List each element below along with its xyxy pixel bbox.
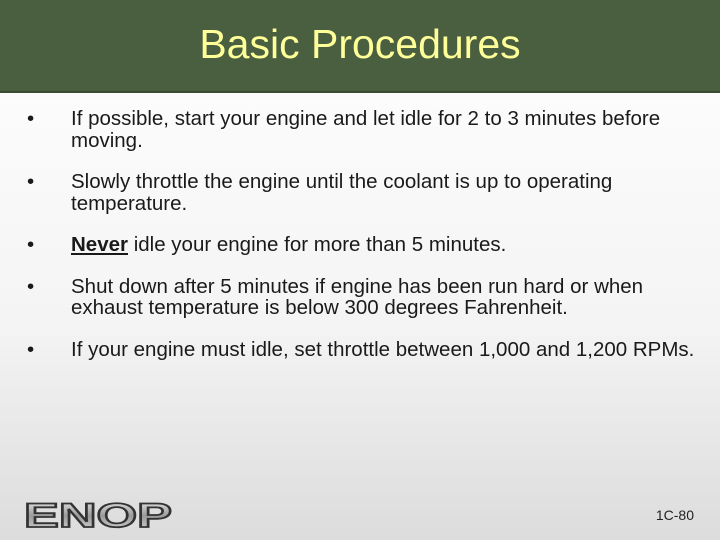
bullet-item bbox=[27, 276, 697, 319]
bullet-list bbox=[27, 108, 697, 380]
enop-logo bbox=[22, 497, 174, 533]
bullet-item bbox=[27, 339, 697, 361]
bullet-text: Shut down after 5 minutes if engine has been run hard or when exhaust temperature is below 300 degrees Fahrenheit. bbox=[71, 274, 644, 319]
slide-title: Basic Procedures bbox=[199, 21, 521, 67]
bullet-text: If your engine must idle, set throttle between 1,000 and 1,200 RPMs. bbox=[71, 337, 695, 361]
bullet-item bbox=[27, 234, 697, 256]
bullet-marker: • bbox=[27, 274, 35, 298]
bullet-text: If possible, start your engine and let idle for 2 to 3 minutes before moving. bbox=[71, 107, 661, 152]
bullet-item bbox=[27, 171, 697, 214]
bullet-marker: • bbox=[27, 233, 35, 256]
logo-text: ENOP bbox=[24, 497, 172, 533]
slide-number: 1C-80 bbox=[655, 507, 694, 523]
bullet-marker: • bbox=[27, 107, 35, 130]
bullet-marker: • bbox=[27, 170, 35, 193]
title-bar bbox=[0, 0, 720, 93]
bullet-text: Slowly throttle the engine until the coolant is up to operating temperature. bbox=[71, 170, 613, 215]
bullet-item bbox=[27, 108, 697, 151]
bullet-emphasis: Never bbox=[71, 233, 128, 256]
bullet-text: idle your engine for more than 5 minutes. bbox=[128, 233, 507, 256]
bullet-marker: • bbox=[27, 337, 35, 361]
